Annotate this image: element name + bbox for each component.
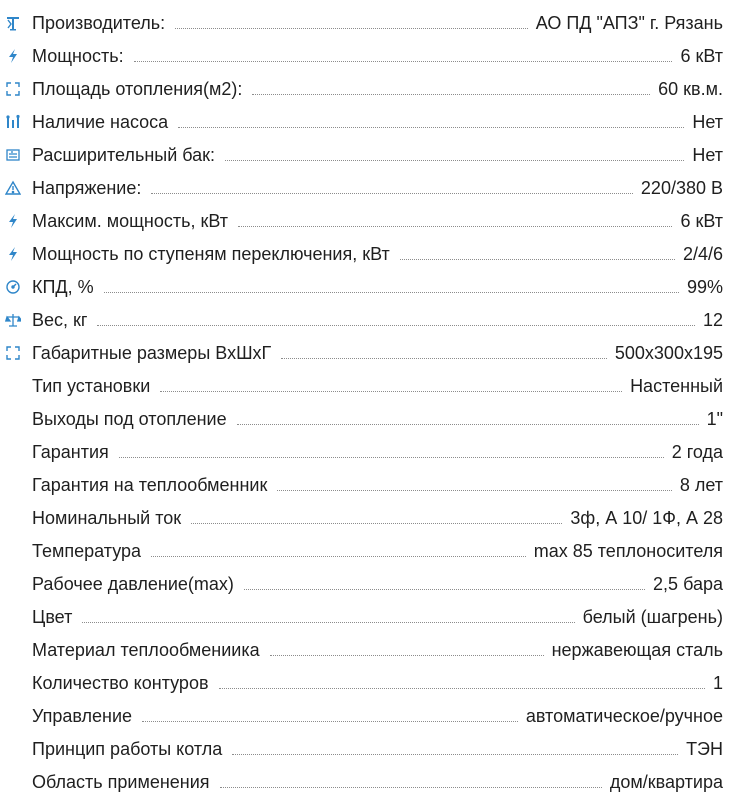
spec-label: КПД, %	[32, 277, 94, 297]
dotted-leader	[400, 258, 675, 260]
spec-value: max 85 теплоносителя	[533, 541, 723, 561]
spec-label: Наличие насоса	[32, 112, 169, 132]
spec-row	[0, 1, 730, 34]
spec-row	[0, 364, 730, 397]
gauge-icon	[4, 276, 22, 298]
icon-placeholder	[4, 771, 22, 793]
icon-placeholder	[4, 408, 22, 430]
spec-row	[0, 628, 730, 661]
dotted-leader	[97, 324, 695, 326]
spec-row	[0, 331, 730, 364]
spec-row	[0, 529, 730, 562]
icon-placeholder	[4, 738, 22, 760]
spec-value: 2,5 бара	[653, 574, 723, 594]
spec-value: 6 кВт	[680, 46, 723, 66]
dotted-leader	[178, 126, 684, 128]
spec-value: АО ПД "АПЗ" г. Рязань	[535, 13, 723, 33]
spec-value: 1"	[706, 409, 723, 429]
spec-label: Цвет	[32, 607, 73, 627]
dotted-leader	[237, 423, 699, 425]
spec-row	[0, 166, 730, 199]
spec-row	[0, 34, 730, 67]
dotted-leader	[82, 621, 574, 623]
lightning-icon	[4, 210, 22, 232]
spec-value: белый (шагрень)	[582, 607, 723, 627]
icon-placeholder	[4, 375, 22, 397]
spec-row	[0, 199, 730, 232]
spec-label: Материал теплообмениика	[32, 640, 260, 660]
icon-placeholder	[4, 474, 22, 496]
spec-label: Температура	[32, 541, 142, 561]
spec-value: ТЭН	[686, 739, 723, 759]
spec-value: 12	[702, 310, 723, 330]
spec-label: Область применения	[32, 772, 210, 792]
dotted-leader	[142, 720, 518, 722]
spec-label: Принцип работы котла	[32, 739, 223, 759]
spec-row	[0, 232, 730, 265]
spec-value: Настенный	[630, 376, 723, 396]
spec-row	[0, 760, 730, 793]
pump-icon	[4, 111, 22, 133]
spec-row	[0, 265, 730, 298]
icon-placeholder	[4, 540, 22, 562]
spec-row	[0, 133, 730, 166]
dotted-leader	[220, 786, 602, 788]
dotted-leader	[238, 225, 672, 227]
dotted-leader	[225, 159, 684, 161]
expand-icon	[4, 342, 22, 364]
tank-icon	[4, 144, 22, 166]
spec-value: 220/380 В	[640, 178, 723, 198]
spec-label: Вес, кг	[32, 310, 88, 330]
spec-label: Гарантия	[32, 442, 109, 462]
spec-label: Расширительный бак:	[32, 145, 216, 165]
spec-row	[0, 298, 730, 331]
manufacturer-icon	[4, 12, 22, 34]
lightning-icon	[4, 45, 22, 67]
dotted-leader	[119, 456, 664, 458]
spec-label: Гарантия на теплообменник	[32, 475, 268, 495]
spec-value: 8 лет	[679, 475, 723, 495]
spec-value: 60 кв.м.	[658, 79, 723, 99]
dotted-leader	[175, 27, 528, 29]
icon-placeholder	[4, 573, 22, 595]
spec-value: 2/4/6	[682, 244, 723, 264]
spec-row	[0, 397, 730, 430]
spec-row	[0, 694, 730, 727]
spec-label: Мощность по ступеням переключения, кВт	[32, 244, 390, 264]
spec-row	[0, 661, 730, 694]
spec-label: Максим. мощность, кВт	[32, 211, 229, 231]
spec-label: Производитель:	[32, 13, 166, 33]
dotted-leader	[151, 555, 526, 557]
spec-label: Выходы под отопление	[32, 409, 227, 429]
dotted-leader	[191, 522, 562, 524]
dotted-leader	[151, 192, 633, 194]
spec-value: 99%	[686, 277, 723, 297]
spec-value: 6 кВт	[680, 211, 723, 231]
spec-label: Номинальный ток	[32, 508, 182, 528]
spec-row	[0, 562, 730, 595]
spec-row	[0, 727, 730, 760]
spec-value: нержавеющая сталь	[551, 640, 723, 660]
spec-value: автоматическое/ручное	[525, 706, 723, 726]
icon-placeholder	[4, 507, 22, 529]
spec-label: Площадь отопления(м2):	[32, 79, 243, 99]
icon-placeholder	[4, 639, 22, 661]
icon-placeholder	[4, 441, 22, 463]
scales-icon	[4, 309, 22, 331]
spec-value: 1	[712, 673, 723, 693]
spec-row	[0, 595, 730, 628]
dotted-leader	[270, 654, 544, 656]
spec-row	[0, 430, 730, 463]
dotted-leader	[277, 489, 671, 491]
dotted-leader	[232, 753, 678, 755]
dotted-leader	[104, 291, 679, 293]
icon-placeholder	[4, 672, 22, 694]
spec-row	[0, 463, 730, 496]
dotted-leader	[281, 357, 607, 359]
spec-row	[0, 496, 730, 529]
dotted-leader	[252, 93, 650, 95]
spec-label: Тип установки	[32, 376, 151, 396]
dotted-leader	[134, 60, 673, 62]
spec-value: дом/квартира	[609, 772, 723, 792]
spec-label: Напряжение:	[32, 178, 142, 198]
spec-label: Габаритные размеры ВхШхГ	[32, 343, 272, 363]
spec-value: 2 года	[671, 442, 723, 462]
warning-triangle-icon	[4, 177, 22, 199]
icon-placeholder	[4, 606, 22, 628]
spec-value: Нет	[692, 145, 723, 165]
spec-value: 500х300х195	[614, 343, 723, 363]
icon-placeholder	[4, 705, 22, 727]
dotted-leader	[219, 687, 705, 689]
spec-row	[0, 67, 730, 100]
expand-icon	[4, 78, 22, 100]
spec-row	[0, 100, 730, 133]
spec-label: Мощность:	[32, 46, 124, 66]
spec-label: Управление	[32, 706, 133, 726]
dotted-leader	[160, 390, 622, 392]
lightning-icon	[4, 243, 22, 265]
spec-label: Количество контуров	[32, 673, 209, 693]
dotted-leader	[244, 588, 645, 590]
spec-value: 3ф, А 10/ 1Ф, А 28	[570, 508, 723, 528]
spec-label: Рабочее давление(max)	[32, 574, 234, 594]
spec-value: Нет	[692, 112, 723, 132]
